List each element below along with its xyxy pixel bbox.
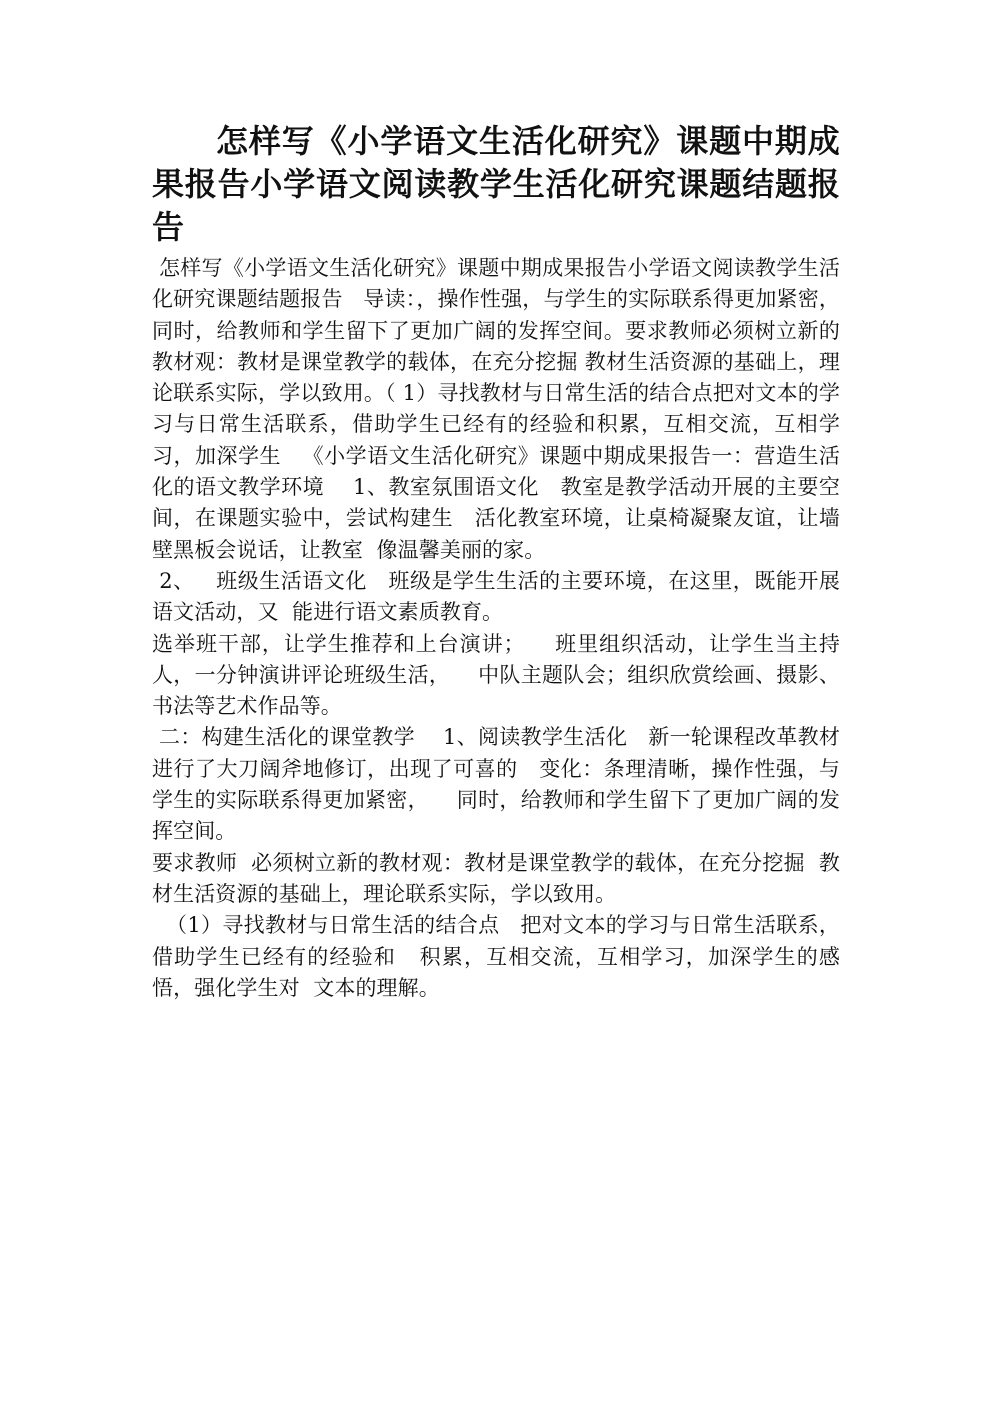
document-page	[152, 120, 840, 1004]
body-paragraph-4: 二：构建生活化的课堂教学 1、阅读教学生活化 新一轮课程改革教材进行了大刀阔斧地修订，出现了可喜的 变化：条理清晰，操作性强，与学生的实际联系得更加紧密， 同时，给教师和学生留下了更加广阔的发挥空间。	[152, 725, 840, 844]
body-paragraph-5: 要求教师 必须树立新的教材观：教材是课堂教学的载体，在充分挖掘 教材生活资源的基础上，理论联系实际，学以致用。	[152, 850, 840, 906]
body-paragraph-1: 怎样写《小学语文生活化研究》课题中期成果报告小学语文阅读教学生活化研究课题结题报告 导读：，操作性强，与学生的实际联系得更加紧密，同时，给教师和学生留下了更加广阔的发挥空间。要求教师必须树立新的教材观：教材是课堂教学的载体，在充分挖掘 教材生活资源的基础上，理论联系实际，学以致用。（ 1）寻找教材与日常生活的结合点把对文本的学习与日常生活联系，借助学生已经有的经验和积累，互相交流，互相学习，加深学生 《小学语文生活化研究》课题中期成果报告一：营造生活化的语文教学环境 1、教室氛围语文化 教室是教学活动开展的主要空间，在课题实验中，尝试构建生 活化教室环境，让桌椅凝聚友谊，让墙壁黑板会说话，让教室 像温馨美丽的家。	[152, 256, 840, 562]
body-paragraph-6: （1）寻找教材与日常生活的结合点 把对文本的学习与日常生活联系，借助学生已经有的经验和 积累，互相交流，互相学习，加深学生的感悟，强化学生对 文本的理解。	[152, 913, 840, 1000]
body-paragraph-2: 2、 班级生活语文化 班级是学生生活的主要环境，在这里，既能开展语文活动，又 能进行语文素质教育。	[152, 568, 840, 625]
document-title: 怎样写《小学语文生活化研究》课题中期成果报告小学语文阅读教学生活化研究课题结题报告	[152, 122, 840, 246]
body-paragraph-3: 选举班干部，让学生推荐和上台演讲； 班里组织活动，让学生当主持人，一分钟演讲评论班级生活， 中队主题队会；组织欣赏绘画、摄影、书法等艺术作品等。	[152, 631, 840, 719]
